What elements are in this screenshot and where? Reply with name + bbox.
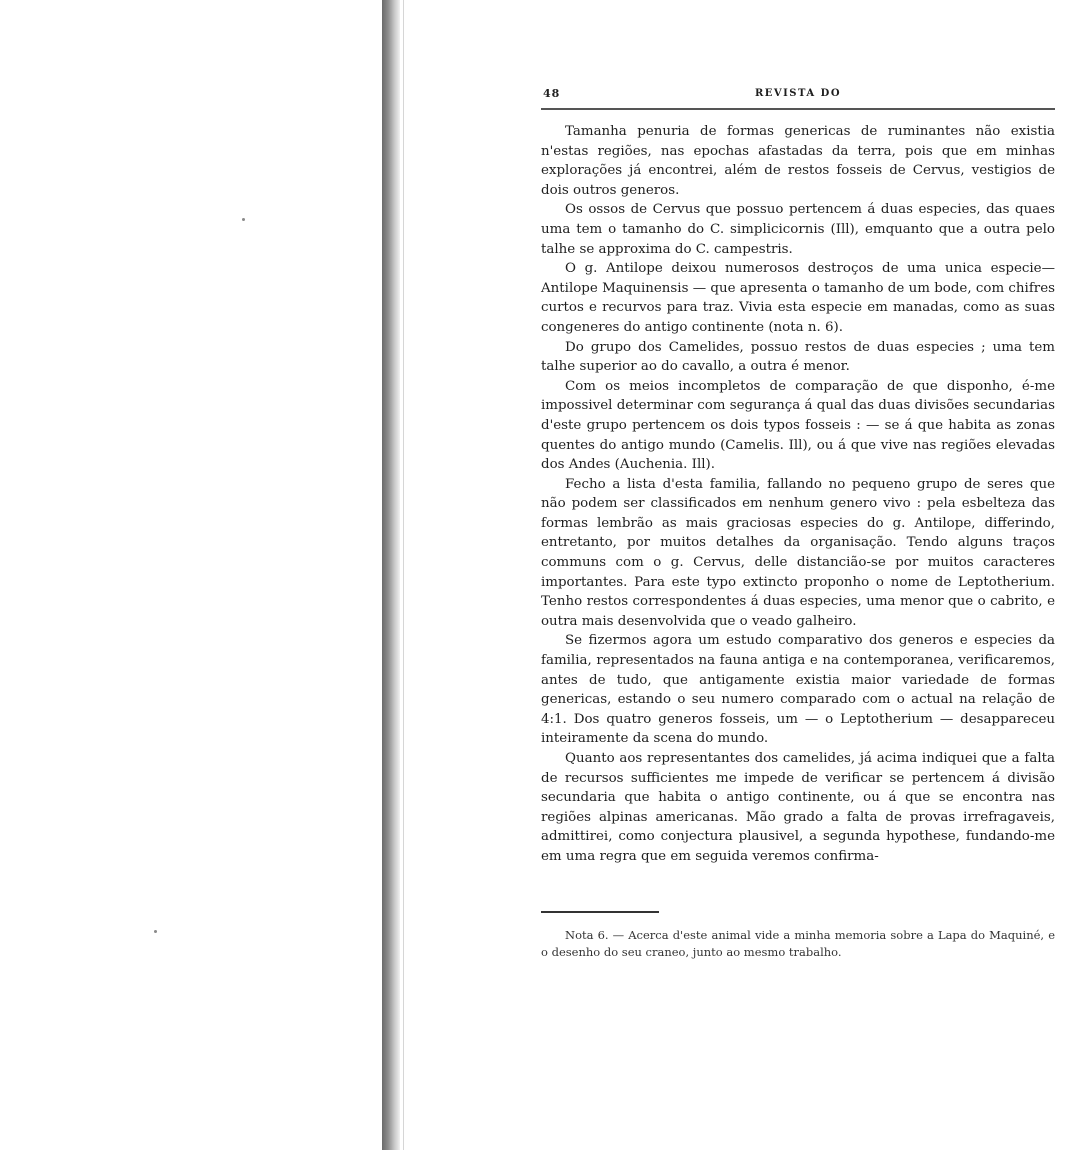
paragraph: Com os meios incompletos de comparação de que disponho, é-me impossivel determinar com segurança á qual das duas divisões secundarias d'este grupo pertencem os dois typos fosseis : — se á que habita as zonas quentes do antigo mundo (Camelis. Ill), ou á que vive nas regiões elevadas dos Andes (Auchenia. Ill). (541, 378, 1055, 473)
paragraph: Se fizermos agora um estudo comparativo dos generos e especies da familia, representados na fauna antiga e na contemporanea, verificaremos, antes de tudo, que antigamente existia maior variedade de formas genericas, estando o seu numero comparado com o actual na relação de 4:1. Dos quatro generos fosseis, um — o Leptotherium — desappareceu inteiramente da scena do mundo. (541, 633, 1055, 747)
running-head (541, 82, 1055, 102)
book-page (541, 82, 1055, 961)
gutter-line (403, 0, 404, 1150)
paragraph: Os ossos de Cervus que possuo pertencem á duas especies, das quaes uma tem o tamanho do C. simplicicornis (Ill), emquanto que a outra pelo talhe se approxima do C. campestris. (541, 202, 1055, 257)
page-number: 48 (543, 87, 561, 100)
paragraph: Tamanha penuria de formas genericas de ruminantes não existia n'estas regiões, nas epochas afastadas da terra, pois que em minhas explorações já encontrei, além de restos fosseis de Cervus, vestigios de dois outros generos. (541, 124, 1055, 198)
paragraph: Fecho a lista d'esta familia, fallando no pequeno grupo de seres que não podem ser classificados em nenhum genero vivo : pela esbelteza das formas lembrão as mais graciosas especies do g. Antilope, differindo, entretanto, por muitos detalhes da organisação. Tendo alguns traços communs com o g. Cervus, delle distancião-se por muitos caracteres importantes. Para este typo extincto proponho o nome de Leptotherium. Tenho restos correspondentes á duas especies, uma menor que o cabrito, e outra mais desenvolvida que o veado galheiro. (541, 476, 1055, 629)
header-rule (541, 108, 1055, 110)
body-text (541, 122, 1055, 867)
running-title: REVISTA DO (754, 88, 842, 99)
scan-speck (154, 930, 157, 933)
paragraph: Quanto aos representantes dos camelides, já acima indiquei que a falta de recursos sufficientes me impede de verificar se pertencem á divisão secundaria que habita o antigo continente, ou á que se encontra nas regiões alpinas americanas. Mão grado a falta de provas irrefragaveis, admittirei, como conjectura plausivel, a segunda hypothese, fundando-me em uma regra que em seguida veremos confirma- (541, 751, 1055, 864)
paragraph: O g. Antilope deixou numerosos destroços de uma unica especie— Antilope Maquinensis — que apresenta o tamanho de um bode, com chifres curtos e recurvos para traz. Vivia esta especie em manadas, como as suas congeneres do antigo continente (nota n. 6). (541, 261, 1055, 335)
footnote: Nota 6. — Acerca d'este animal vide a minha memoria sobre a Lapa do Maquiné, e o desenho do seu craneo, junto ao mesmo trabalho. (541, 927, 1055, 959)
scan-speck (242, 218, 245, 221)
footnote-rule (541, 911, 659, 913)
paragraph: Do grupo dos Camelides, possuo restos de duas especies ; uma tem talhe superior ao do cavallo, a outra é menor. (541, 339, 1055, 375)
binding-gutter-shadow (382, 0, 400, 1150)
